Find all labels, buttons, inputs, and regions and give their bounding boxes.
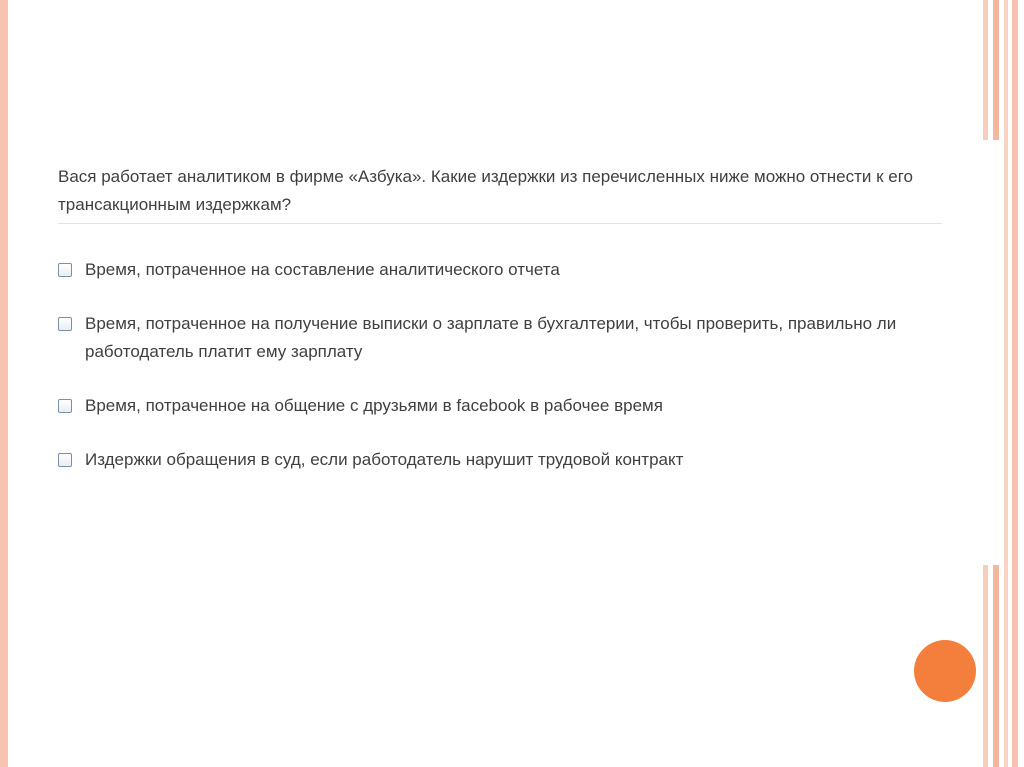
option-label[interactable]: Время, потраченное на составление аналитического отчета (85, 260, 560, 279)
question-text: Вася работает аналитиком в фирме «Азбука». Какие издержки из перечисленных ниже можно отнести к его трансакционным издержкам? (58, 163, 942, 224)
answer-option[interactable] (58, 256, 938, 284)
option-label[interactable]: Издержки обращения в суд, если работодатель нарушит трудовой контракт (85, 450, 684, 469)
option-checkbox[interactable] (58, 453, 72, 467)
slide-right-stripe (1012, 0, 1018, 767)
answer-option[interactable] (58, 310, 938, 366)
slide-right-stripe (1004, 0, 1008, 767)
slide-right-stripe-gap (978, 140, 1000, 565)
option-label[interactable]: Время, потраченное на получение выписки о зарплате в бухгалтерии, чтобы проверить, правильно ли работодатель платит ему зарплату (85, 314, 897, 361)
decorative-circle (914, 640, 976, 702)
slide-left-border (0, 0, 8, 767)
option-label[interactable]: Время, потраченное на общение с друзьями в facebook в рабочее время (85, 396, 663, 415)
answer-option[interactable] (58, 446, 938, 474)
option-checkbox[interactable] (58, 317, 72, 331)
option-checkbox[interactable] (58, 399, 72, 413)
answer-option[interactable] (58, 392, 938, 420)
answer-options (58, 256, 938, 500)
option-checkbox[interactable] (58, 263, 72, 277)
